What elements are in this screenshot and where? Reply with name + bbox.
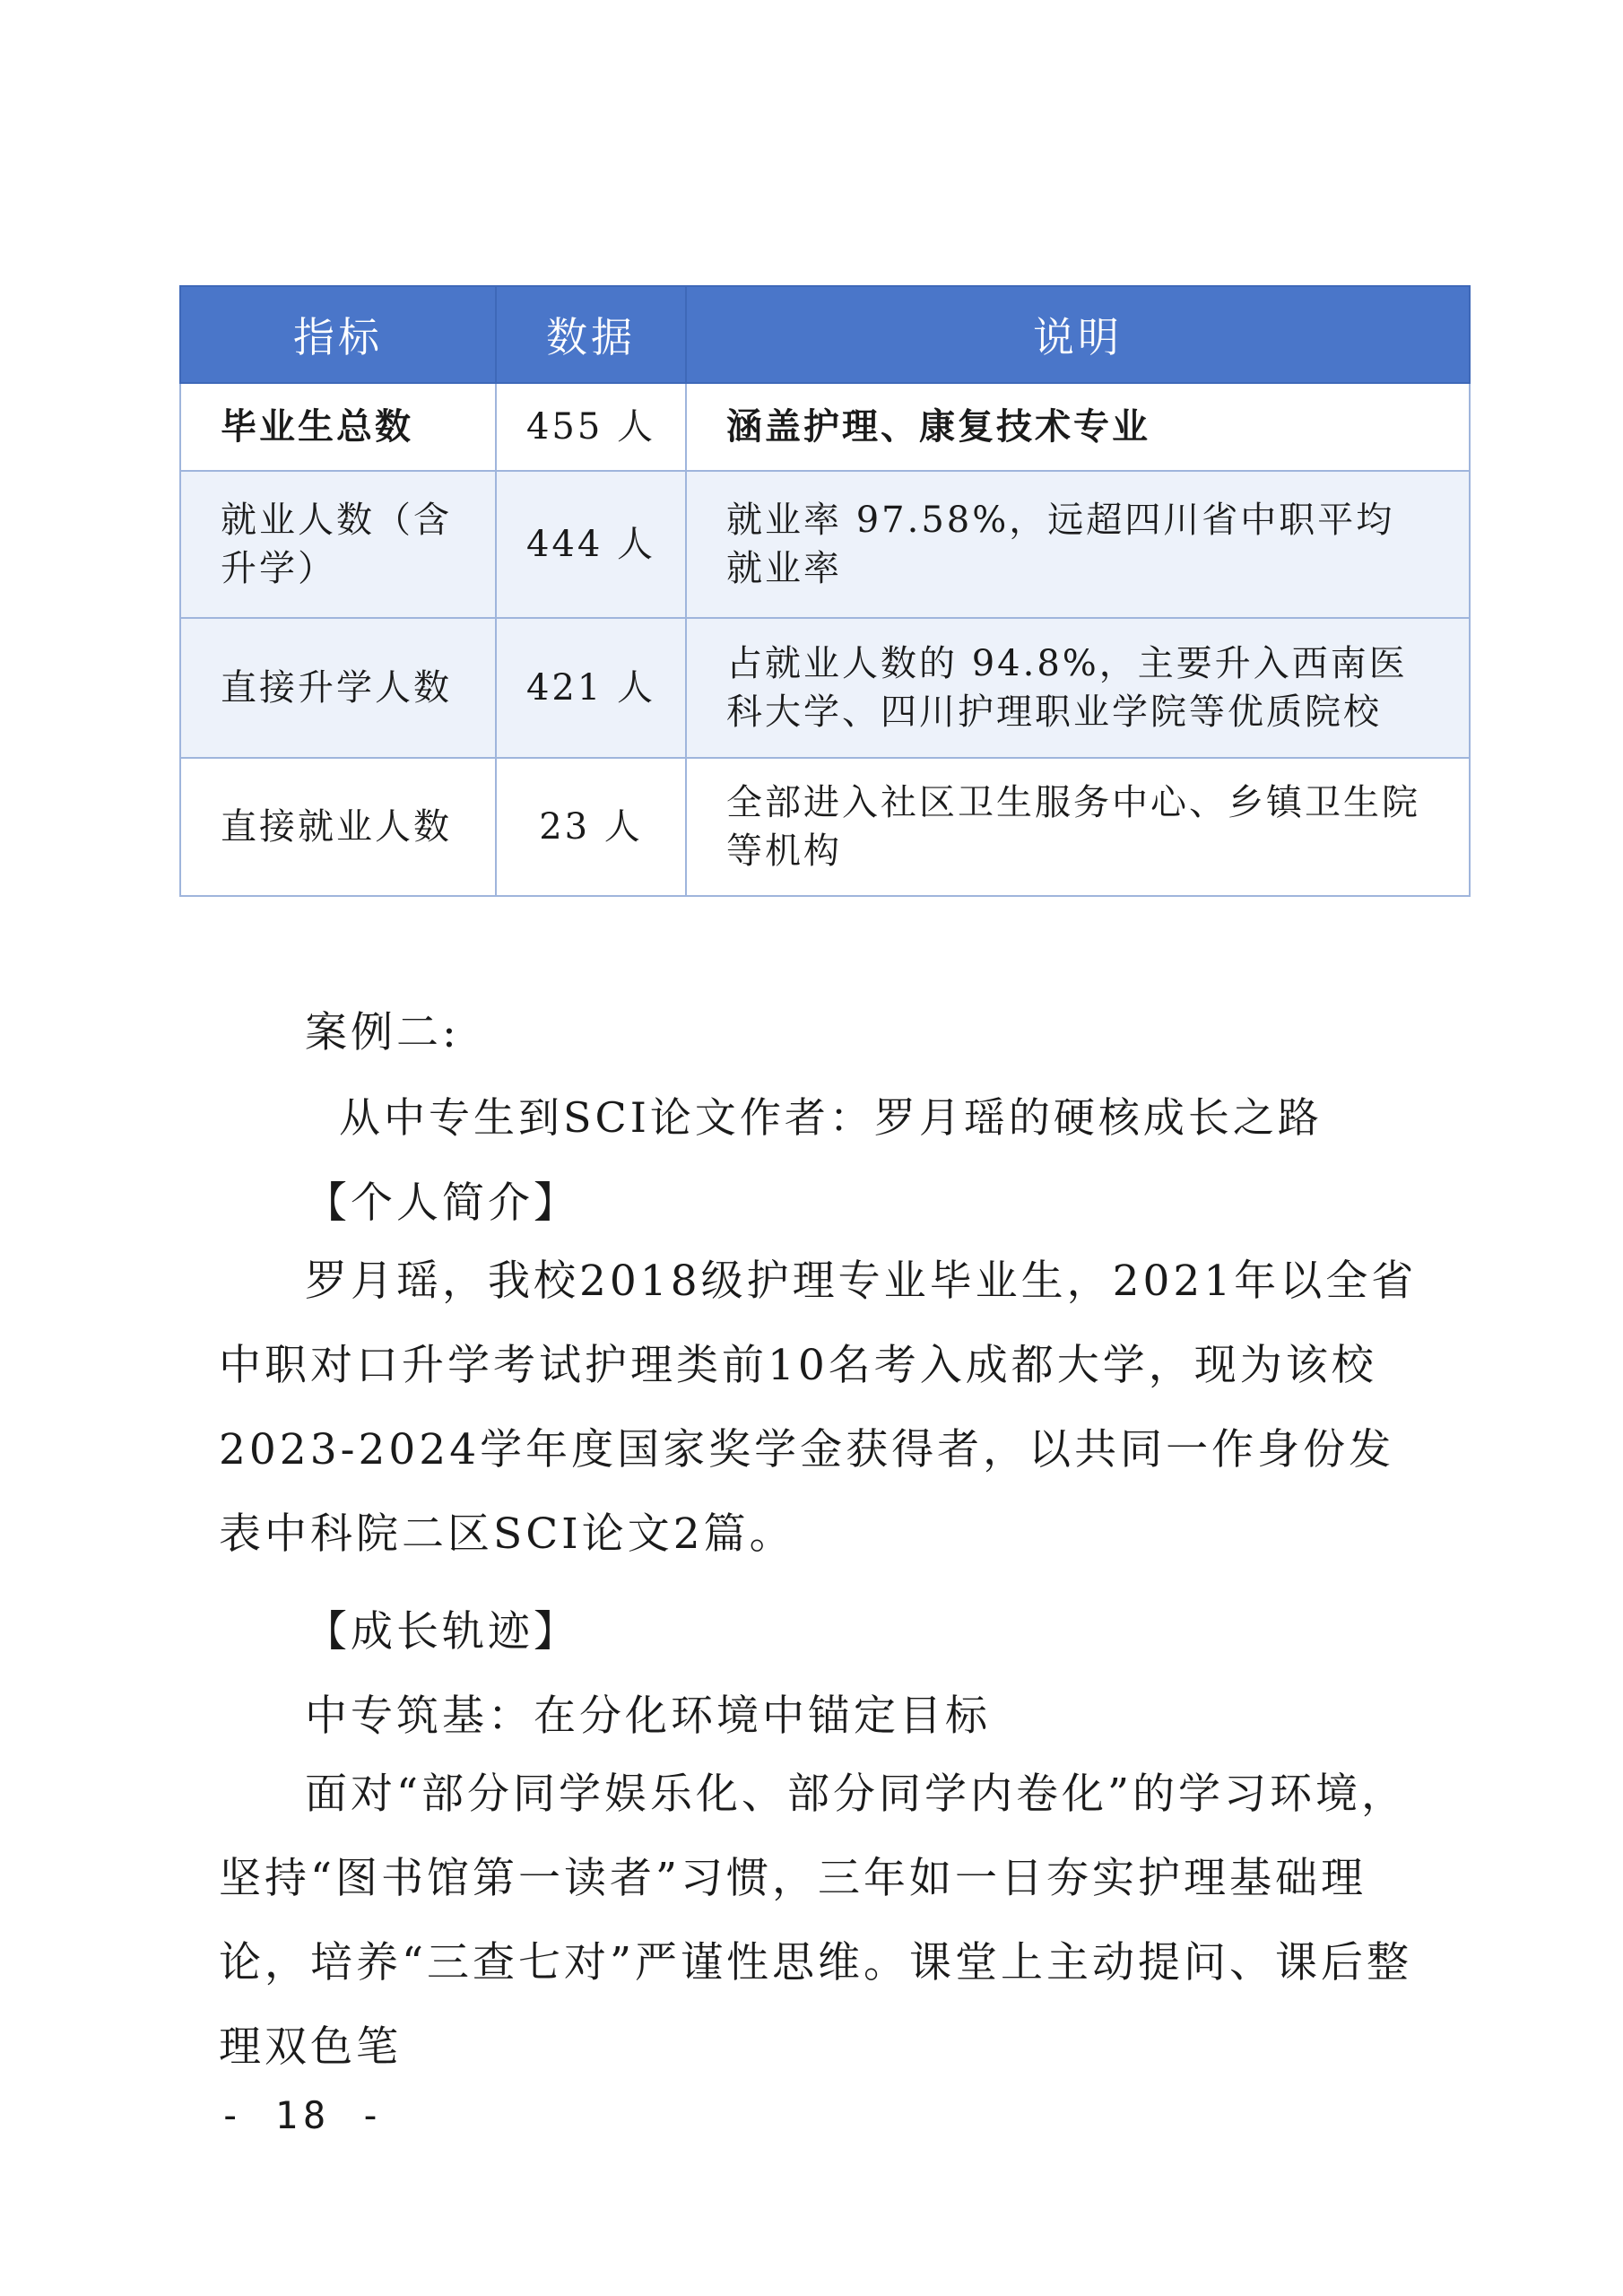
cell-indicator: 直接升学人数 <box>180 618 496 758</box>
cell-indicator: 毕业生总数 <box>180 383 496 471</box>
table-row <box>180 383 1470 471</box>
table-header-row <box>180 286 1470 383</box>
intro-paragraph: 罗月瑶，我校2018级护理专业毕业生，2021年以全省中职对口升学考试护理类前10名考入成都大学，现为该校2023-2024学年度国家奖学金获得者，以共同一作身份发表中科院二区SCI论文2篇。 <box>219 1257 1418 1559</box>
table-row <box>180 618 1470 758</box>
cell-value: 421 人 <box>496 618 686 758</box>
page-number: - 18 - <box>219 2093 387 2137</box>
cell-indicator: 直接就业人数 <box>180 758 496 896</box>
sub-heading: 中专筑基：在分化环境中锚定目标 <box>305 1692 991 1741</box>
cell-note: 全部进入社区卫生服务中心、乡镇卫生院等机构 <box>686 758 1470 896</box>
header-note: 说明 <box>686 286 1470 383</box>
employment-table-container <box>179 285 1469 897</box>
table-row <box>180 758 1470 896</box>
section-growth-heading: 【成长轨迹】 <box>305 1607 579 1657</box>
cell-value: 23 人 <box>496 758 686 896</box>
case-label: 案例二: <box>305 1008 460 1057</box>
table-row <box>180 471 1470 618</box>
growth-paragraph: 面对“部分同学娱乐化、部分同学内卷化”的学习环境，坚持“图书馆第一读者”习惯，三年如一日夯实护理基础理论，培养“三查七对”严谨性思维。课堂上主动提问、课后整理双色笔 <box>219 1770 1413 2072</box>
cell-indicator: 就业人数（含升学） <box>180 471 496 618</box>
cell-note: 就业率 97.58%，远超四川省中职平均就业率 <box>686 471 1470 618</box>
case-title: 从中专生到SCI论文作者：罗月瑶的硬核成长之路 <box>339 1093 1323 1142</box>
cell-value: 455 人 <box>496 383 686 471</box>
header-indicator: 指标 <box>180 286 496 383</box>
cell-value: 444 人 <box>496 471 686 618</box>
section-intro-heading: 【个人简介】 <box>305 1178 579 1228</box>
employment-table <box>179 285 1471 897</box>
header-value: 数据 <box>496 286 686 383</box>
cell-note: 涵盖护理、康复技术专业 <box>686 383 1470 471</box>
cell-note: 占就业人数的 94.8%，主要升入西南医科大学、四川护理职业学院等优质院校 <box>686 618 1470 758</box>
